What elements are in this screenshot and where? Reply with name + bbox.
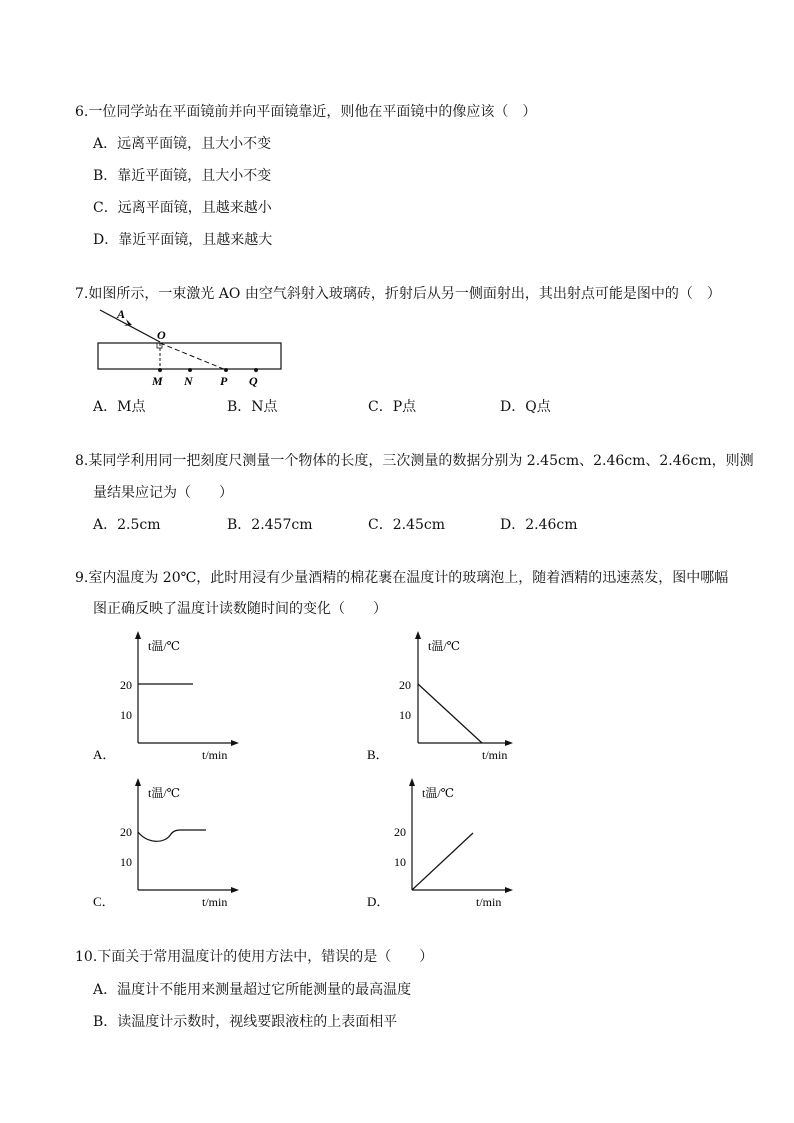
tick-20: 20	[394, 825, 406, 839]
q7-option-c: C．P点	[368, 399, 417, 415]
point-m	[158, 368, 162, 372]
q10-option-a: A．温度计不能用来测量超过它所能测量的最高温度	[93, 982, 412, 998]
label-p: P	[220, 374, 228, 388]
label-o: O	[157, 328, 166, 342]
x-axis-arrow-icon	[231, 887, 239, 893]
graph-b	[366, 628, 516, 764]
q6-option-d: D．靠近平面镜，且越来越大	[93, 232, 273, 248]
point-q	[254, 368, 258, 372]
graph-xlabel: t/min	[202, 895, 228, 909]
q9-stem-line1: 9.室内温度为 20℃，此时用浸有少量酒精的棉花裹在温度计的玻璃泡上，随着酒精的迅速蒸发，图中哪幅	[75, 570, 729, 586]
graph-option-label: B．	[367, 747, 389, 762]
label-n: N	[184, 374, 193, 388]
incident-ray	[100, 310, 160, 342]
ray-arrow-icon	[124, 319, 132, 326]
q6-option-b: B．靠近平面镜，且大小不变	[93, 168, 272, 184]
y-axis-arrow-icon	[135, 631, 141, 639]
glass-block	[98, 343, 281, 369]
q8-option-c: C．2.45cm	[368, 517, 445, 533]
temperature-curve	[412, 833, 473, 890]
graph-option-label: D．	[367, 894, 390, 909]
tick-20: 20	[399, 678, 411, 692]
label-a: A	[117, 307, 126, 321]
q10-stem: 10.下面关于常用温度计的使用方法中，错误的是（ ）	[75, 949, 434, 965]
q9-stem-line2: 图正确反映了温度计读数随时间的变化（ ）	[93, 601, 387, 617]
tick-20: 20	[120, 825, 132, 839]
q7-option-b: B．N点	[227, 399, 278, 415]
y-axis-arrow-icon	[135, 778, 141, 786]
label-q: Q	[249, 374, 258, 388]
glass-block-diagram	[90, 306, 300, 388]
graph-ylabel: t温/℃	[428, 639, 461, 653]
point-p	[224, 368, 228, 372]
x-axis-arrow-icon	[505, 887, 513, 893]
q6-stem: 6.一位同学站在平面镜前并向平面镜靠近，则他在平面镜中的像应该（ ）	[75, 104, 537, 120]
q8-option-d: D．2.46cm	[500, 517, 578, 533]
graph-xlabel: t/min	[476, 895, 502, 909]
q8-option-b: B．2.457cm	[227, 517, 313, 533]
q7-option-d: D．Q点	[500, 399, 551, 415]
temperature-curve	[418, 684, 482, 743]
point-n	[188, 368, 192, 372]
q7-stem: 7.如图所示，一束激光 AO 由空气斜射入玻璃砖，折射后从另一侧面射出，其出射点可能是图中的（ ）	[75, 286, 721, 302]
q7-option-a: A．M点	[93, 399, 146, 415]
x-axis-arrow-icon	[231, 740, 239, 746]
tick-20: 20	[120, 678, 132, 692]
graph-d	[366, 775, 516, 911]
q8-option-a: A．2.5cm	[93, 517, 161, 533]
tick-10: 10	[120, 855, 132, 869]
graph-ylabel: t温/℃	[148, 639, 181, 653]
temperature-curve	[138, 830, 206, 841]
q6-option-c: C．远离平面镜，且越来越小	[93, 200, 272, 216]
graph-a	[92, 628, 242, 764]
extended-ray	[160, 343, 226, 370]
tick-10: 10	[394, 855, 406, 869]
y-axis-arrow-icon	[409, 778, 415, 786]
label-m: M	[152, 374, 163, 388]
q8-stem-line1: 8.某同学利用同一把刻度尺测量一个物体的长度，三次测量的数据分别为 2.45cm、2.46cm、2.46cm，则测	[75, 453, 754, 469]
q6-option-a: A．远离平面镜，且大小不变	[93, 136, 272, 152]
graph-xlabel: t/min	[482, 748, 508, 762]
graph-xlabel: t/min	[202, 748, 228, 762]
graph-option-label: C．	[93, 894, 115, 909]
tick-10: 10	[399, 708, 411, 722]
y-axis-arrow-icon	[415, 631, 421, 639]
graph-ylabel: t温/℃	[422, 786, 455, 800]
graph-c	[92, 775, 242, 911]
graph-ylabel: t温/℃	[148, 786, 181, 800]
q10-option-b: B．读温度计示数时，视线要跟液柱的上表面相平	[93, 1014, 398, 1030]
q8-stem-line2: 量结果应记为（ ）	[93, 485, 233, 501]
graph-option-label: A．	[93, 747, 116, 762]
x-axis-arrow-icon	[505, 740, 513, 746]
tick-10: 10	[120, 708, 132, 722]
